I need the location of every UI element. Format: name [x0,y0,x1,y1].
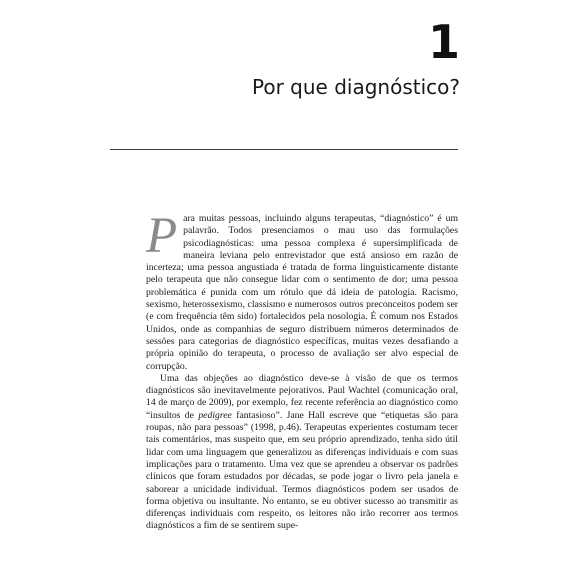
drop-cap: P [146,208,178,264]
paragraph-2 [146,373,458,533]
paragraph-2-text-b: fantasioso”. Jane Hall escreve que “etiquetas são para roupas, não para pessoas” (1998, p.46). Terapeutas experientes costumam tecer tais comentários, mas suspeito que, em seu próprio aprendizado, tenha sido útil lidar com uma linguagem que generalizou as diferenças individuais e com suas implicações para o tratamento. Uma vez que se aprendeu a observar os padrões clínicos que foram estudados por décadas, se pode jogar o livro pela janela e saborear a unicidade individual. Termos diagnósticos podem ser usados de forma objetiva ou insultante. No entanto, se eu obtiver sucesso ao transmitir as diferenças individuais com respeito, os leitores não irão recorrer aos termos diagnósticos a fim de se sentirem supe- [146,409,459,532]
chapter-title: Por que diagnóstico? [252,75,460,99]
paragraph-2-text-a: Uma das objeções ao diagnóstico deve-se à visão de que os termos diagnósticos são inevitavelmente pejorativos. Paul Wachtel (comunicação oral, 14 de março de 2009), por exemplo, fez recente referência ao diagnóstico como “insultos de [146,372,458,421]
body-text [146,208,459,533]
chapter-number: 1 [427,15,460,69]
paragraph-1 [146,208,458,373]
paragraph-2-italic: pedigree [198,409,232,421]
paragraph-1-text: ara muitas pessoas, incluindo alguns terapeutas, “diagnóstico” é um palavrão. Todos presenciamos o mau uso das formulações psicodiagnósticas: uma pessoa complexa é supersimplificada de maneira leviana pelo entrevistador que está ansioso em razão de incerteza; uma pessoa angustiada é tratada de forma linguisticamente distante pelo terapeuta que não consegue lidar com o sentimento de dor; uma pessoa problemática é punida com um rótulo que dá ideia de patologia. Racismo, sexismo, heterossexismo, classismo e numerosos outros preconceitos podem ser (e com frequência têm sido) fortalecidos pela nosologia. É comum nos Estados Unidos, onde as companhias de seguro distribuem números determinados de sessões para categorias de diagnóstico específicas, muitas vezes desafiando a própria opinião do terapeuta, o processo de avaliação ser alvo especial de corrupção. [146,213,458,372]
title-divider [110,149,458,150]
